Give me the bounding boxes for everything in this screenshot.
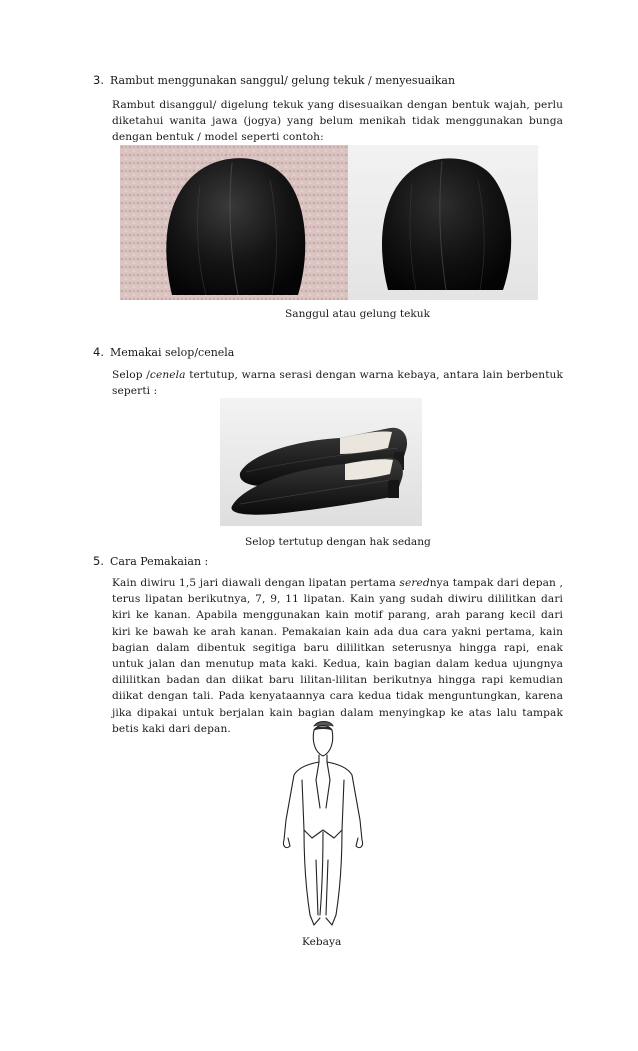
sanggul-photo (120, 145, 538, 300)
kebaya-illustration (268, 720, 378, 930)
section-5-body-suffix: nya tampak dari depan , terus lipatan berikutnya, 7, 9, 11 lipatan. Kain yang sudah diwiru dililitkan dari kiri ke kanan. Apabila menggunakan kain motif parang, arah parang kecil dari kiri ke bawah ke arah kanan. Pemakaian kain ada dua cara yakni pertama, kain bagian dalam dibentuk segitiga baru dililitkan seterusnya hingga rapi, enak untuk jalan dan menutup mata kaki. Kedua, kain bagian dalam kedua ujungnya dililitkan badan dan diikat baru lilitan-lilitan berikutnya hingga rapi kemudian diikat dengan tali. Pada kenyataannya cara kedua tidak menguntungkan, karena jika dipakai untuk berjalan kain bagian dalam menyingkap ke atas lalu tampak betis kaki dari depan. (112, 577, 563, 735)
section-5-heading (93, 554, 208, 569)
section-3-body (112, 97, 563, 146)
section-4-number: 4. (93, 345, 104, 359)
section-5-body-italic: sered (399, 577, 430, 589)
section-4-body (112, 367, 563, 399)
section-4-heading (93, 345, 234, 360)
section-4-body-italic: cenela (149, 369, 186, 381)
selop-photo (220, 398, 422, 526)
kebaya-caption: Kebaya (302, 936, 342, 948)
section-5-title: Cara Pemakaian : (109, 555, 209, 568)
section-3-heading (93, 73, 455, 88)
selop-caption: Selop tertutup dengan hak sedang (245, 536, 431, 548)
sanggul-caption: Sanggul atau gelung tekuk (285, 308, 431, 320)
section-5-body (112, 575, 563, 737)
section-5-body-prefix: Kain diwiru 1,5 jari diawali dengan lipatan pertama (112, 577, 400, 589)
section-4-body-suffix: tertutup, warna serasi dengan warna kebaya, antara lain berbentuk seperti : (112, 369, 563, 398)
section-3-number: 3. (93, 73, 104, 87)
section-4-body-prefix: Selop / (112, 369, 150, 381)
section-5-number: 5. (93, 554, 104, 568)
section-3-title: Rambut menggunakan sanggul/ gelung tekuk / menyesuaikan (109, 74, 456, 87)
section-4-title: Memakai selop/cenela (109, 346, 235, 359)
section-3-body-text: Rambut disanggul/ digelung tekuk yang disesuaikan dengan bentuk wajah, perlu diketahui wanita jawa (jogya) yang belum menikah tidak menggunakan bunga dengan bentuk / model seperti contoh: (112, 99, 563, 144)
